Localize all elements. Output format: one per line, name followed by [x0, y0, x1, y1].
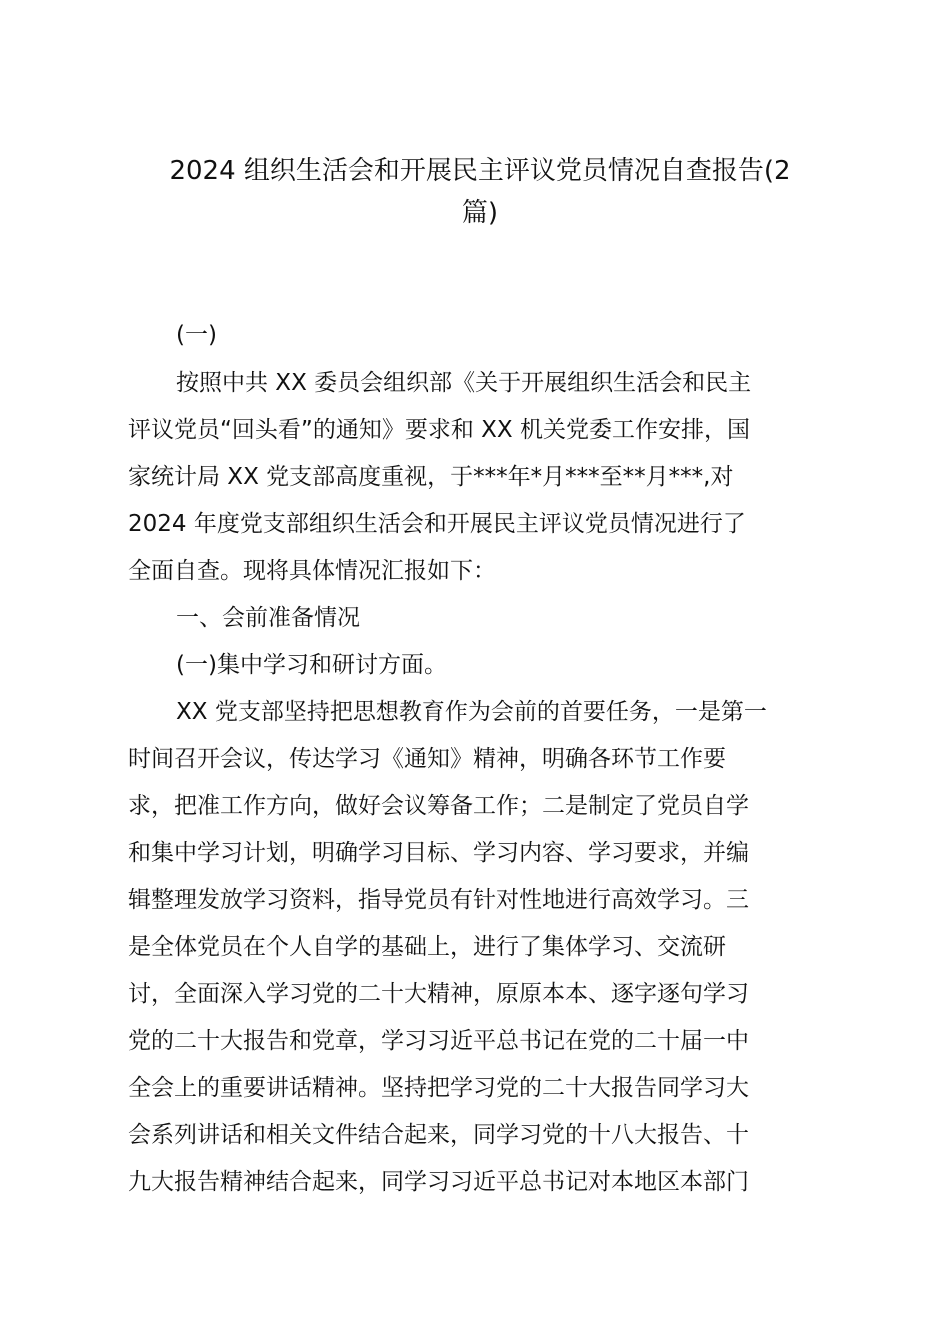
paragraph-line: 家统计局 XX 党支部高度重视，于***年*月***至**月***,对: [128, 464, 734, 490]
paragraph-line: 全面自查。现将具体情况汇报如下：: [128, 558, 496, 584]
paragraph-line: 按照中共 XX 委员会组织部《关于开展组织生活会和民主: [176, 370, 752, 396]
paragraph-line: 九大报告精神结合起来，同学习习近平总书记对本地区本部门: [128, 1169, 749, 1195]
paragraph-line: 党的二十大报告和党章，学习习近平总书记在党的二十届一中: [128, 1028, 749, 1054]
section-marker: (一): [176, 322, 217, 348]
paragraph-line: 时间召开会议，传达学习《通知》精神，明确各环节工作要: [128, 746, 726, 772]
paragraph-line: 是全体党员在个人自学的基础上，进行了集体学习、交流研: [128, 934, 726, 960]
paragraph-line: 讨，全面深入学习党的二十大精神，原原本本、逐字逐句学习: [128, 981, 749, 1007]
paragraph-line: 评议党员“回头看”的通知》要求和 XX 机关党委工作安排，国: [128, 417, 750, 443]
paragraph-line: 求，把准工作方向，做好会议筹备工作；二是制定了党员自学: [128, 793, 749, 819]
paragraph-line: 和集中学习计划，明确学习目标、学习内容、学习要求，并编: [128, 840, 749, 866]
paragraph-line: 会系列讲话和相关文件结合起来，同学习党的十八大报告、十: [128, 1122, 749, 1148]
paragraph-line: 全会上的重要讲话精神。坚持把学习党的二十大报告同学习大: [128, 1075, 749, 1101]
subsection-heading: (一)集中学习和研讨方面。: [176, 652, 447, 678]
paragraph-line: 2024 年度党支部组织生活会和开展民主评议党员情况进行了: [128, 511, 746, 537]
paragraph-line: 辑整理发放学习资料，指导党员有针对性地进行高效学习。三: [128, 887, 749, 913]
title-line-1: 2024 组织生活会和开展民主评议党员情况自查报告(2: [169, 156, 791, 186]
paragraph-line: XX 党支部坚持把思想教育作为会前的首要任务，一是第一: [176, 699, 767, 725]
section-heading: 一、会前准备情况: [176, 605, 360, 631]
document-title: [120, 150, 840, 234]
title-line-2: 篇): [461, 198, 499, 228]
